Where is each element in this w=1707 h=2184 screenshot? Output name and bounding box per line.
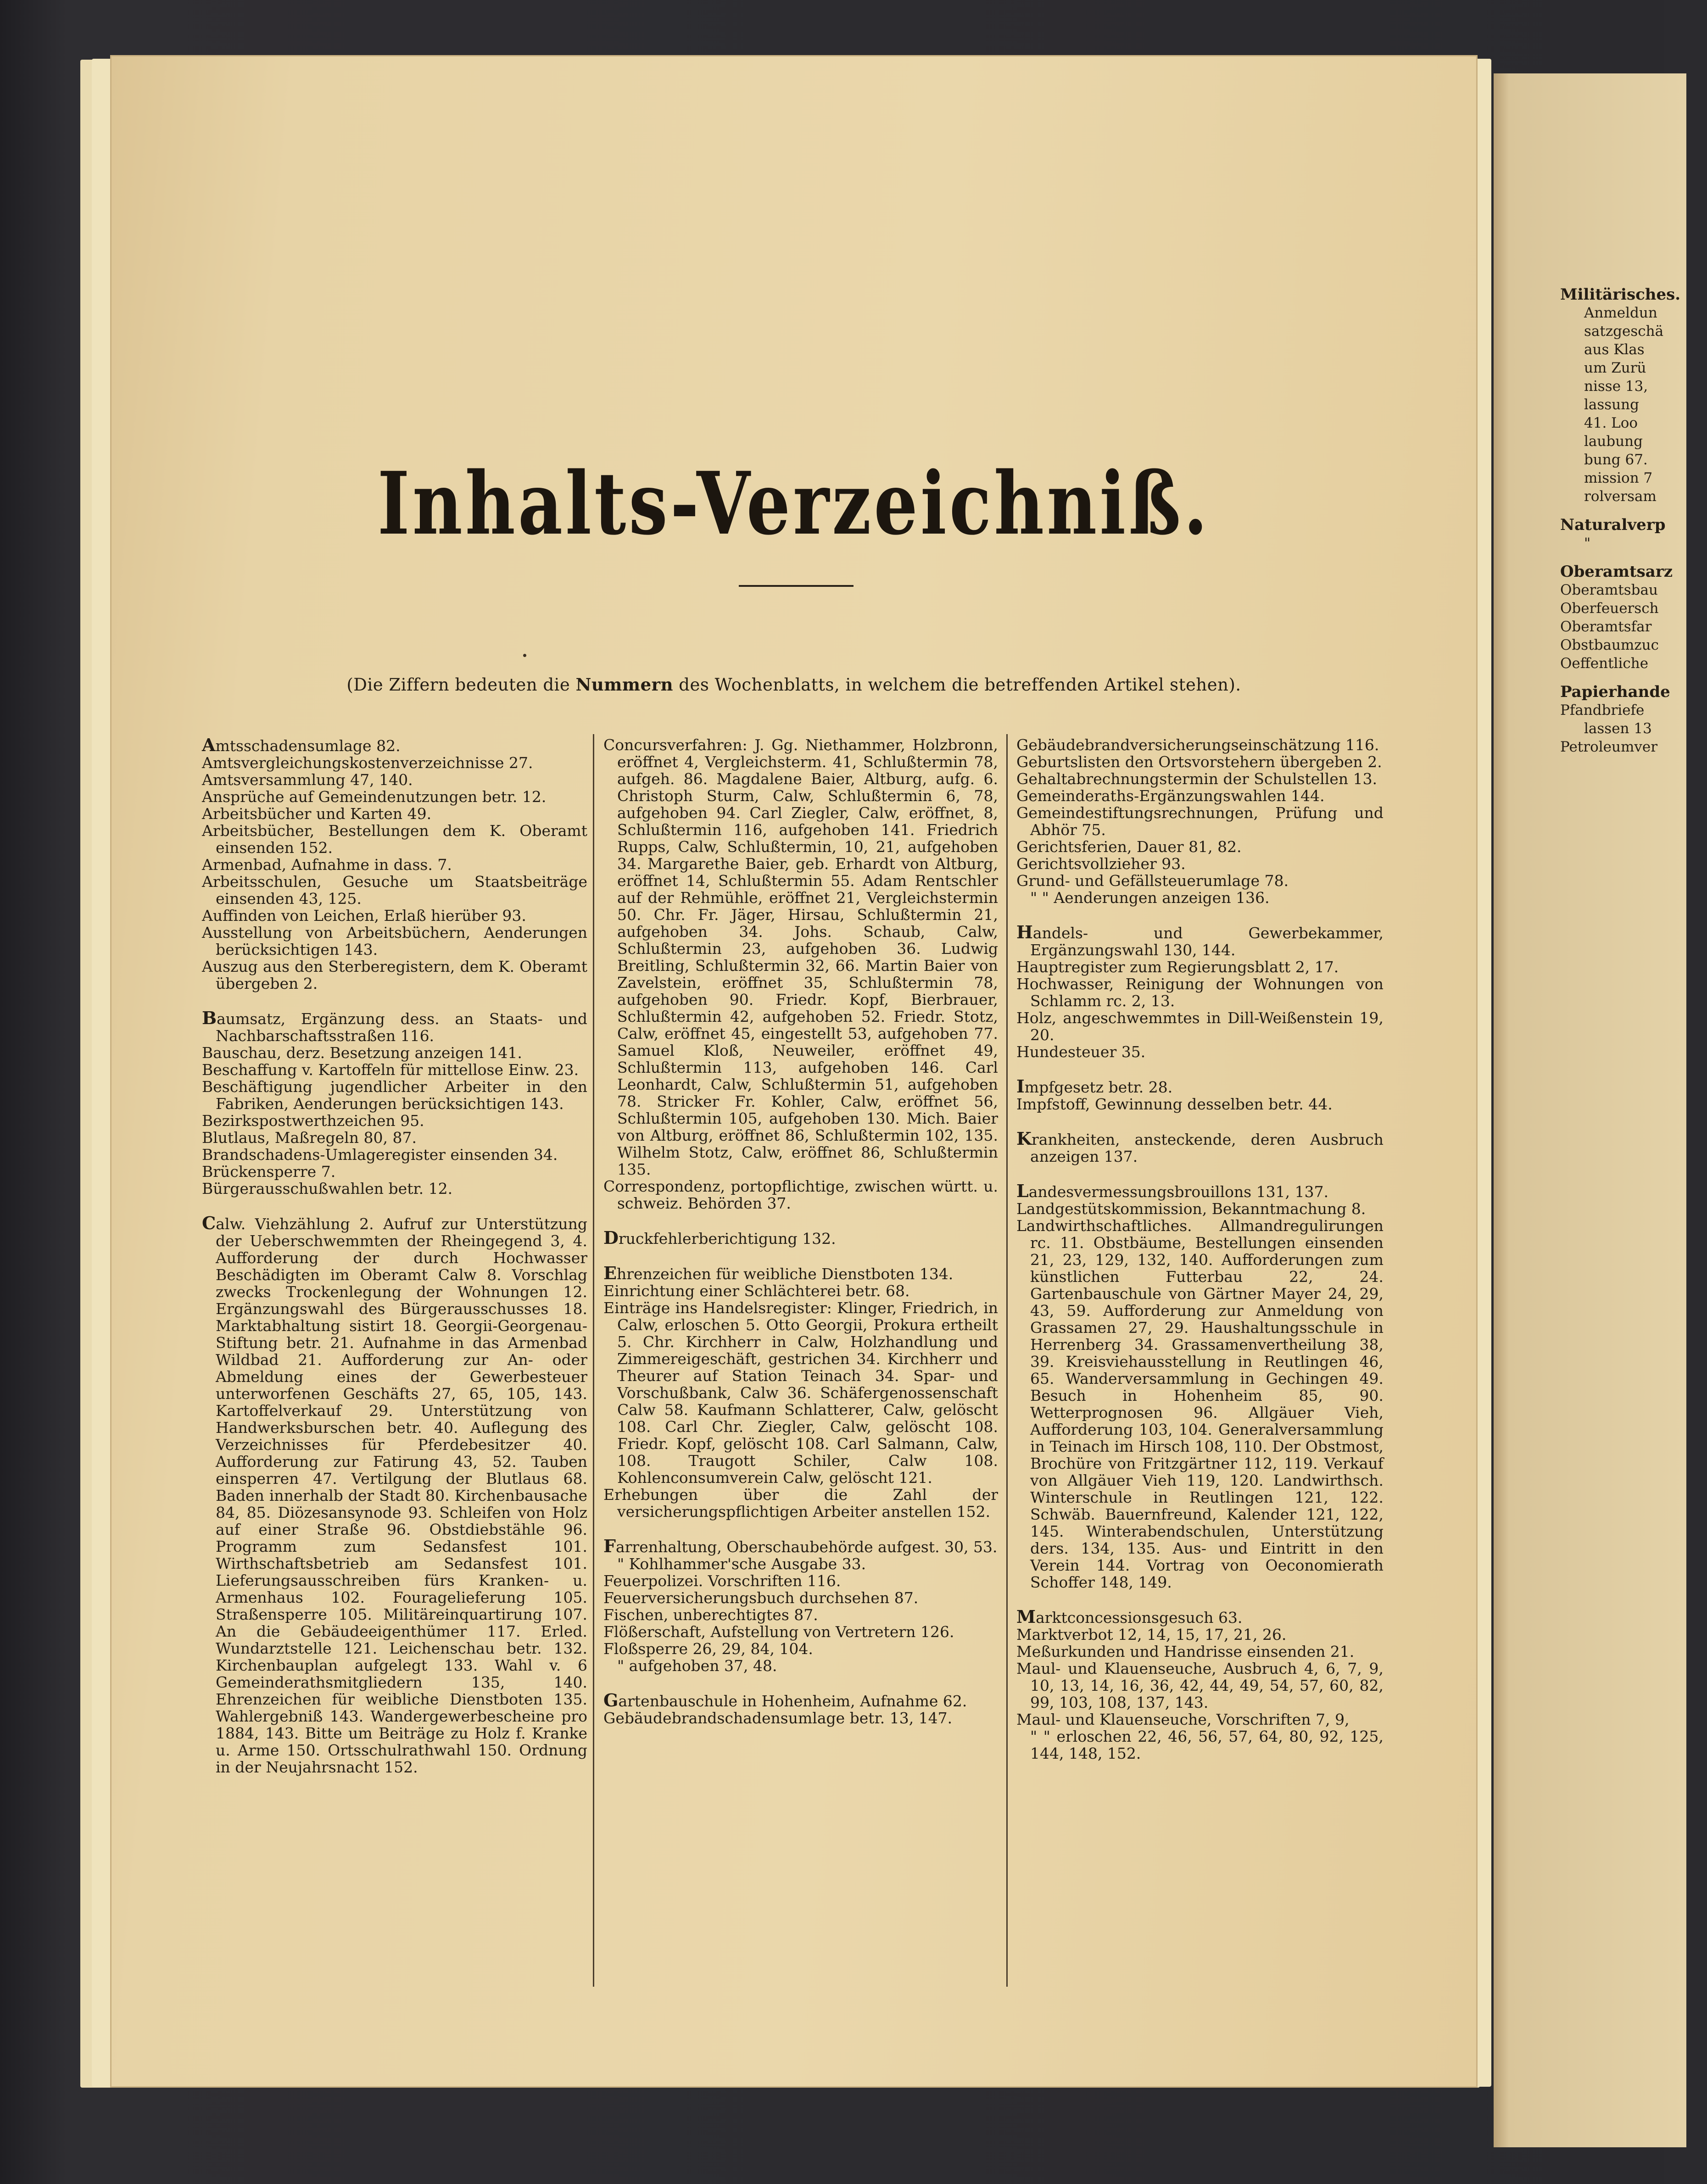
page-subtitle bbox=[110, 674, 1478, 695]
index-entry bbox=[1016, 1009, 1383, 1043]
adjacent-page-line: rolversam bbox=[1584, 488, 1657, 505]
index-entry bbox=[1016, 1626, 1383, 1643]
document-page bbox=[110, 55, 1478, 2088]
entry-initial: E bbox=[603, 1263, 617, 1283]
entry-text: Hundesteuer 35. bbox=[1016, 1043, 1146, 1061]
index-entry bbox=[1016, 1130, 1383, 1165]
entry-text: " aufgehoben 37, 48. bbox=[617, 1657, 777, 1675]
entry-text: Correspondenz, portopflichtige, zwischen württ. u. schweiz. Behörden 37. bbox=[603, 1177, 998, 1212]
index-entry bbox=[202, 907, 587, 924]
column-divider bbox=[593, 734, 594, 1987]
entry-initial: B bbox=[202, 1008, 217, 1028]
index-entry bbox=[202, 1163, 587, 1180]
index-entry bbox=[603, 1692, 998, 1710]
adjacent-page-line: um Zurü bbox=[1584, 360, 1646, 376]
entry-text: Impfstoff, Gewinnung desselben betr. 44. bbox=[1016, 1095, 1333, 1113]
adjacent-page-line: Oeffentliche bbox=[1560, 655, 1649, 672]
index-entry bbox=[1016, 1711, 1383, 1728]
entry-text: Marktverbot 12, 14, 15, 17, 21, 26. bbox=[1016, 1626, 1287, 1644]
index-entry bbox=[1016, 1078, 1383, 1096]
entry-text: Maul- und Klauenseuche, Vorschriften 7, 9, bbox=[1016, 1710, 1350, 1728]
adjacent-page-line: bung 67. bbox=[1584, 451, 1648, 468]
entry-text: Meßurkunden und Handrisse einsenden 21. bbox=[1016, 1643, 1355, 1660]
adjacent-page-line: Oberfeuersch bbox=[1560, 600, 1659, 617]
index-entry bbox=[1016, 753, 1383, 770]
adjacent-page-line: Militärisches. bbox=[1560, 285, 1681, 304]
entry-text: mpfgesetz betr. 28. bbox=[1024, 1078, 1173, 1096]
index-entry bbox=[603, 1640, 998, 1657]
subtitle-after: des Wochenblatts, in welchem die betreffenden Artikel stehen). bbox=[673, 675, 1241, 695]
entry-text: Erhebungen über die Zahl der versicherungspflichtigen Arbeiter anstellen 152. bbox=[603, 1486, 998, 1521]
entry-text: Beschäftigung jugendlicher Arbeiter in den Fabriken, Aenderungen berücksichtigen 143. bbox=[202, 1078, 587, 1113]
index-entry bbox=[202, 754, 587, 771]
index-entry bbox=[1016, 872, 1383, 889]
index-entry bbox=[202, 822, 587, 856]
index-entry bbox=[603, 1572, 998, 1589]
index-entry bbox=[1016, 1660, 1383, 1711]
index-entry bbox=[603, 1229, 998, 1247]
index-entry bbox=[1016, 1608, 1383, 1626]
adjacent-page-line: Pfandbriefe bbox=[1560, 702, 1645, 719]
entry-text: Einträge ins Handelsregister: Klinger, Friedrich, in Calw, erloschen 5. Otto Georgii, Prokura ertheilt 5. Chr. Kirchherr in Calw, Holzhandlung und Zimmereigeschäft, gestrichen 34. Kirchherr und Theurer auf Station Teinach 34. Spar- und Vorschußbank, Calw 36. Schäfergenossenschaft Calw 58. Kaufmann Schlatterer, Calw, gelöscht 108. Carl Chr. Ziegler, Calw, gelöscht 108. Friedr. Kopf, gelöscht 108. Carl Salmann, Calw, 108. Traugott Schiler, Calw 108. Kohlenconsumverein Calw, gelöscht 121. bbox=[603, 1299, 998, 1487]
index-entry bbox=[1016, 889, 1383, 906]
adjacent-page-line: Oberamtsbau bbox=[1560, 582, 1658, 598]
index-entry bbox=[603, 1299, 998, 1486]
index-entry bbox=[1016, 838, 1383, 855]
adjacent-page-line: Oberamtsfar bbox=[1560, 618, 1652, 635]
entry-text: Gemeinderaths-Ergänzungswahlen 144. bbox=[1016, 787, 1325, 805]
entry-initial: H bbox=[1016, 922, 1033, 942]
entry-text: Holz, angeschwemmtes in Dill-Weißenstein 19, 20. bbox=[1016, 1009, 1383, 1044]
index-entry bbox=[1016, 924, 1383, 958]
index-entry bbox=[603, 1282, 998, 1299]
entry-text: Arbeitsschulen, Gesuche um Staatsbeiträge einsenden 43, 125. bbox=[202, 873, 587, 908]
index-entry bbox=[202, 1044, 587, 1061]
index-entry bbox=[202, 1215, 587, 1776]
entry-text: hrenzeichen für weibliche Dienstboten 134. bbox=[616, 1265, 954, 1283]
entry-text: andesvermessungsbrouillons 131, 137. bbox=[1028, 1183, 1329, 1201]
index-entry bbox=[603, 1538, 998, 1555]
entry-initial: K bbox=[1016, 1128, 1032, 1149]
entry-text: " " Aenderungen anzeigen 136. bbox=[1030, 889, 1270, 907]
entry-text: Auszug aus den Sterberegistern, dem K. Oberamt übergeben 2. bbox=[202, 958, 587, 992]
entry-text: Gemeindestiftungsrechnungen, Prüfung und Abhör 75. bbox=[1016, 804, 1383, 839]
index-entry bbox=[202, 1146, 587, 1163]
entry-text: arrenhaltung, Oberschaubehörde aufgest. 30, 53. bbox=[615, 1538, 998, 1556]
entry-text: Gehaltabrechnungstermin der Schulstellen 13. bbox=[1016, 770, 1378, 788]
title-rule bbox=[739, 585, 854, 587]
entry-text: Maul- und Klauenseuche, Ausbruch 4, 6, 7, 9, 10, 13, 14, 16, 36, 42, 44, 49, 54, 57, 60, 82, 99, 103, 108, 137, 143. bbox=[1016, 1660, 1383, 1711]
index-entry bbox=[1016, 1217, 1383, 1591]
entry-text: arktconcessionsgesuch 63. bbox=[1036, 1609, 1243, 1627]
entry-initial: L bbox=[1016, 1181, 1029, 1201]
entry-text: Bürgerausschußwahlen betr. 12. bbox=[202, 1180, 453, 1198]
index-entry bbox=[1016, 736, 1383, 753]
entry-text: Bauschau, derz. Besetzung anzeigen 141. bbox=[202, 1044, 522, 1062]
entry-text: Geburtslisten den Ortsvorstehern übergeben 2. bbox=[1016, 753, 1382, 771]
index-entry bbox=[1016, 958, 1383, 975]
adjacent-page-line: Petroleumver bbox=[1560, 739, 1658, 755]
entry-initial: I bbox=[1016, 1076, 1025, 1097]
entry-text: Armenbad, Aufnahme in dass. 7. bbox=[202, 856, 452, 874]
entry-initial: A bbox=[202, 735, 216, 755]
index-entry bbox=[1016, 1096, 1383, 1113]
index-entry bbox=[603, 1606, 998, 1623]
column-divider bbox=[1006, 734, 1008, 1987]
index-entry bbox=[1016, 1643, 1383, 1660]
entry-text: Auffinden von Leichen, Erlaß hierüber 93. bbox=[202, 907, 526, 925]
entry-text: ruckfehlerberichtigung 132. bbox=[618, 1230, 836, 1248]
index-entry bbox=[202, 924, 587, 958]
entry-text: alw. Viehzählung 2. Aufruf zur Unterstützung der Ueberschwemmten der Rheingegend 3, 4. Aufforderung der durch Hochwasser Beschädigten im Oberamt Calw 8. Vorschlag zwecks Trockenlegung der Wohnungen 12. Ergänzungswahl des Bürgerausschusses 18. Marktabhaltung sistirt 18. Georgii-Georgenau-Stiftung betr. 21. Aufnahme in das Armenbad Wildbad 21. Aufforderung zur An- oder Abmeldung eines der Gewerbesteuer unterworfenen Geschäfts 27, 65, 105, 143. Kartoffelverkauf 29. Unterstützung von Handwerksburschen betr. 40. Auflegung des Verzeichnisses für Pferdebesitzer 40. Aufforderung zur Fatirung 43, 52. Tauben einsperren 47. Vertilgung der Blutlaus 68. Baden innerhalb der Stadt 80. Kirchenbausache 84, 85. Diözesansynode 93. Schleifen von Holz auf einer Straße 96. Obstdiebstähle 96. Programm zum Sedansfest 101. Wirthschaftsbetrieb am Sedansfest 101. Lieferungsausschreiben fürs Kranken- u. Armenhaus 102. Fouragelieferung 105. Straßensperre 105. Militäreinquartirung 107. An die Gebäudeeigenthümer 117. Erled. Wundarztstelle 121. Leichenschau betr. 132. Kirchenbauplan aufgelegt 133. Wahl v. 6 Gemeinderathsmitgliedern 135, 140. Ehrenzeichen für weibliche Dienstboten 135. Wahlergebniß 143. Wandergewerbescheine pro 1884, 143. Bitte um Beiträge zu Holz f. Kranke u. Arme 150. Ortsschulrathwahl 150. Ordnung in der Neujahrsnacht 152. bbox=[216, 1215, 587, 1776]
entry-initial: M bbox=[1016, 1606, 1036, 1627]
index-entry bbox=[1016, 1182, 1383, 1200]
index-entry bbox=[1016, 855, 1383, 872]
adjacent-page-line: lassen 13 bbox=[1584, 720, 1652, 737]
index-entry bbox=[202, 788, 587, 805]
entry-text: Hochwasser, Reinigung der Wohnungen von Schlamm rc. 2, 13. bbox=[1016, 975, 1383, 1010]
entry-text: Gebäudebrandversicherungseinschätzung 116. bbox=[1016, 736, 1379, 754]
entry-text: Ansprüche auf Gemeindenutzungen betr. 12. bbox=[202, 788, 547, 806]
entry-text: Einrichtung einer Schlächterei betr. 68. bbox=[603, 1282, 910, 1300]
adjacent-page-line: 41. Loo bbox=[1584, 415, 1638, 431]
entry-text: Ausstellung von Arbeitsbüchern, Aenderungen berücksichtigen 143. bbox=[202, 924, 587, 958]
entry-text: Amtsvergleichungskostenverzeichnisse 27. bbox=[202, 754, 533, 772]
index-entry bbox=[202, 873, 587, 907]
entry-text: " " erloschen 22, 46, 56, 57, 64, 80, 92, 125, 144, 148, 152. bbox=[1030, 1727, 1383, 1762]
adjacent-page-line: satzgeschä bbox=[1584, 323, 1664, 340]
index-entry bbox=[1016, 804, 1383, 838]
adjacent-page-line: Papierhande bbox=[1560, 683, 1670, 701]
entry-text: Amtsversammlung 47, 140. bbox=[202, 771, 413, 789]
entry-text: Gebäudebrandschadensumlage betr. 13, 147. bbox=[603, 1709, 953, 1727]
index-entry bbox=[603, 1555, 998, 1572]
index-entry bbox=[603, 1623, 998, 1640]
adjacent-page bbox=[1494, 73, 1686, 2147]
index-entry bbox=[202, 856, 587, 873]
index-entry bbox=[202, 958, 587, 992]
entry-text: rankheiten, ansteckende, deren Ausbruch anzeigen 137. bbox=[1030, 1131, 1383, 1165]
entry-initial: D bbox=[603, 1227, 619, 1248]
entry-text: Fischen, unberechtigtes 87. bbox=[603, 1606, 818, 1624]
entry-initial: F bbox=[603, 1536, 616, 1556]
index-entry bbox=[202, 771, 587, 788]
index-entry bbox=[1016, 770, 1383, 787]
entry-text: artenbauschule in Hohenheim, Aufnahme 62. bbox=[618, 1692, 967, 1710]
entry-text: Hauptregister zum Regierungsblatt 2, 17. bbox=[1016, 958, 1339, 976]
index-entry bbox=[1016, 787, 1383, 804]
adjacent-page-line: Anmeldun bbox=[1584, 305, 1657, 321]
index-entry bbox=[1016, 975, 1383, 1009]
index-entry bbox=[603, 1486, 998, 1520]
index-entry bbox=[202, 1129, 587, 1146]
entry-text: mtsschadensumlage 82. bbox=[215, 737, 401, 755]
entry-text: Feuerversicherungsbuch durchsehen 87. bbox=[603, 1589, 919, 1607]
entry-text: andels- und Gewerbekammer, Ergänzungswahl 130, 144. bbox=[1030, 924, 1383, 959]
entry-text: Bezirkspostwerthzeichen 95. bbox=[202, 1112, 424, 1130]
adjacent-page-line: Obstbaumzuc bbox=[1560, 637, 1659, 653]
index-entry bbox=[202, 1112, 587, 1129]
entry-text: Blutlaus, Maßregeln 80, 87. bbox=[202, 1129, 417, 1147]
entry-text: Grund- und Gefällsteuerumlage 78. bbox=[1016, 872, 1289, 890]
entry-text: Beschaffung v. Kartoffeln für mittellose Einw. 23. bbox=[202, 1061, 579, 1079]
adjacent-page-line: Oberamtsarz bbox=[1560, 563, 1673, 581]
adjacent-page-line: " bbox=[1584, 535, 1591, 552]
index-column-2 bbox=[603, 736, 998, 1727]
index-entry bbox=[202, 1078, 587, 1112]
index-entry bbox=[603, 1265, 998, 1282]
adjacent-page-text bbox=[1560, 275, 1707, 756]
subtitle-before: (Die Ziffern bedeuten die bbox=[346, 675, 576, 695]
index-entry bbox=[603, 1710, 998, 1727]
index-entry bbox=[202, 805, 587, 822]
adjacent-page-line: Naturalverp bbox=[1560, 516, 1666, 534]
index-entry bbox=[603, 1178, 998, 1212]
index-column-3 bbox=[1016, 736, 1383, 1762]
entry-text: Feuerpolizei. Vorschriften 116. bbox=[603, 1572, 841, 1590]
entry-text: Flößerschaft, Aufstellung von Vertretern 126. bbox=[603, 1623, 954, 1641]
index-entry bbox=[603, 736, 998, 1178]
entry-text: Brückensperre 7. bbox=[202, 1163, 336, 1181]
index-entry bbox=[1016, 1728, 1383, 1762]
index-entry bbox=[202, 1061, 587, 1078]
adjacent-page-line: laubung bbox=[1584, 433, 1643, 450]
entry-text: Arbeitsbücher, Bestellungen dem K. Oberamt einsenden 152. bbox=[202, 822, 587, 857]
subtitle-bold: Nummern bbox=[575, 674, 674, 695]
entry-initial: C bbox=[202, 1213, 216, 1233]
index-column-1 bbox=[202, 736, 587, 1776]
index-entry bbox=[202, 1180, 587, 1197]
entry-text: Landgestütskommission, Bekanntmachung 8. bbox=[1016, 1200, 1366, 1218]
entry-text: Gerichtsferien, Dauer 81, 82. bbox=[1016, 838, 1242, 856]
entry-text: Gerichtsvollzieher 93. bbox=[1016, 855, 1186, 873]
index-entry bbox=[603, 1657, 998, 1674]
entry-text: Arbeitsbücher und Karten 49. bbox=[202, 805, 432, 823]
entry-text: Concursverfahren: J. Gg. Niethammer, Holzbronn, eröffnet 4, Vergleichsterm. 41, Schlußtermin 78, aufgeh. 86. Magdalene Baier, Altburg, aufg. 6. Christoph Sturm, Calw, Schlußtermin 6, 78, aufgehoben 94. Carl Ziegler, Calw, eröffnet, 8, Schlußtermin 116, aufgehoben 141. Friedrich Rupps, Calw, Schlußtermin, 10, 21, aufgehoben 34. Margarethe Baier, geb. Erhardt von Altburg, eröffnet 14, Schlußtermin 55. Adam Rentschler auf der Rehmühle, eröffnet 21, Vergleichstermin 50. Chr. Fr. Jäger, Hirsau, Schlußtermin 21, aufgehoben 34. Johs. Schaub, Calw, Schlußtermin 23, aufgehoben 36. Ludwig Breitling, Schlußtermin 32, 66. Martin Baier von Zavelstein, eröffnet 35, Schlußtermin 78, aufgehoben 90. Friedr. Kopf, Bierbrauer, Schlußtermin 42, aufgehoben 52. Friedr. Stotz, Calw, eröffnet 45, eingestellt 53, aufgehoben 77. Samuel Kloß, Neuweiler, eröffnet 49, Schlußtermin 113, aufgehoben 146. Carl Leonhardt, Calw, Schlußtermin 51, aufgehoben 78. Stricker Fr. Kohler, Calw, eröffnet 56, Schlußtermin 105, aufgehoben 130. Mich. Baier von Altburg, eröffnet 86, Schlußtermin 102, 135. Wilhelm Stotz, Calw, eröffnet 86, Schlußtermin 135. bbox=[603, 736, 998, 1178]
adjacent-page-line: aus Klas bbox=[1584, 341, 1645, 358]
page-title: Inhalts-Verzeichniß. bbox=[377, 453, 1211, 554]
entry-text: aumsatz, Ergänzung dess. an Staats- und Nachbarschaftsstraßen 116. bbox=[216, 1010, 587, 1045]
index-entry bbox=[202, 1009, 587, 1044]
entry-text: Landwirthschaftliches. Allmandregulirungen rc. 11. Obstbäume, Bestellungen einsenden 21, 23, 129, 132, 140. Aufforderungen zum künstlichen Futterbau 22, 24. Gartenbauschule von Gärtner Mayer 24, 29, 43, 59. Aufforderung zur Anmeldung von Grassamen 27, 29. Haushaltungsschule in Herrenberg 34. Grassamenvertheilung 38, 39. Kreisviehausstellung in Reutlingen 46, 65. Wanderversammlung in Gechingen 49. Besuch in Hohenheim 85, 90. Wetterprognosen 96. Allgäuer Vieh, Aufforderung 103, 104. Generalversammlung in Teinach im Hirsch 108, 110. Der Obstmost, Brochüre von Fritzgärtner 112, 119. Verkauf von Allgäuer Vieh 119, 120. Landwirthsch. Winterschule in Reutlingen 121, 122. Schwäb. Bauernfreund, Kalender 121, 122, 145. Winterabendschulen, Unterstützung ders. 134, 135. Aus- und Eintritt in den Verein 144. Vortrag von Oeconomierath Schoffer 148, 149. bbox=[1016, 1217, 1383, 1591]
index-entry bbox=[1016, 1200, 1383, 1217]
entry-initial: G bbox=[603, 1690, 619, 1710]
adjacent-page-line: nisse 13, bbox=[1584, 378, 1648, 395]
adjacent-page-line: lassung bbox=[1584, 396, 1639, 413]
entry-text: Floßsperre 26, 29, 84, 104. bbox=[603, 1640, 813, 1658]
index-entry bbox=[202, 736, 587, 754]
entry-text: " Kohlhammer'sche Ausgabe 33. bbox=[617, 1555, 866, 1573]
entry-text: Brandschadens-Umlageregister einsenden 34. bbox=[202, 1146, 558, 1164]
index-entry bbox=[1016, 1043, 1383, 1060]
adjacent-page-line: mission 7 bbox=[1584, 470, 1653, 486]
ink-dot bbox=[523, 654, 526, 657]
index-entry bbox=[603, 1589, 998, 1606]
